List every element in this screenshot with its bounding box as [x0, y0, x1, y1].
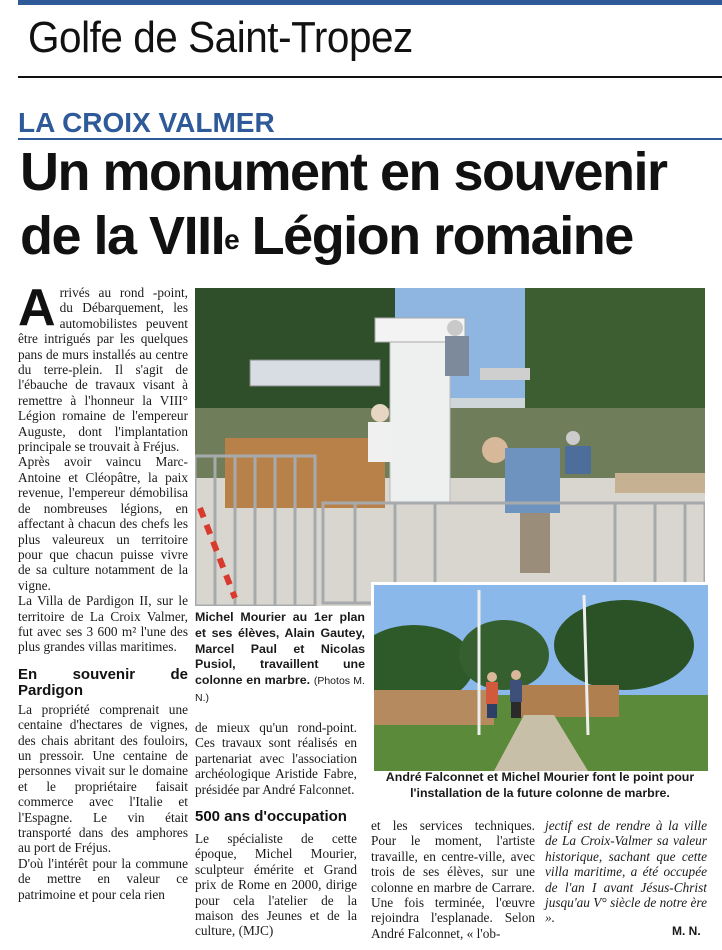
headline-line2b: Légion romaine: [238, 206, 633, 266]
headline: [20, 140, 720, 268]
section-rule: [18, 76, 722, 78]
photo-caption-inset: André Falconnet et Michel Mourier font le point pour l'installation de la future colonne de marbre.: [385, 770, 695, 800]
author-signature: M. N.: [672, 924, 701, 938]
main-photo-illustration: [195, 288, 705, 606]
section-title: Golfe de Saint-Tropez: [28, 13, 413, 62]
headline-line1: Un monument en souvenir: [20, 142, 667, 202]
top-color-bar: [18, 0, 722, 5]
subheading: En souvenir de Pardigon: [18, 665, 188, 699]
paragraph: Le spécialiste de cette époque, Michel Mourier, sculpteur émérite et Grand prix de Rome en 2000, dirige pour cela l'atelier de la maison des Jeunes et de la culture, (MJC): [195, 831, 357, 939]
article-column-4: jectif est de rendre à la ville de La Croix-Valmer sa valeur historique, sachant que cette villa maritime, a été occupée de l'an I avant Jésus-Christ jusqu'au V° siècle de notre ère ».: [545, 818, 707, 926]
inset-photo: [371, 582, 711, 774]
paragraph: La Villa de Pardigon II, sur le territoire de La Croix Valmer, fut avec ses 3 600 m² l'une des plus grandes villas maritimes.: [18, 593, 188, 655]
article-column-1: [18, 279, 188, 902]
kicker-location: LA CROIX VALMER: [18, 107, 275, 138]
photo-caption-main: [195, 610, 365, 707]
headline-line2a: de la VIII: [20, 206, 225, 266]
main-photo: [195, 288, 705, 606]
photo-credit: (Photos M. N.): [195, 675, 365, 704]
article-column-3: et les services techniques. Pour le moment, l'artiste travaille, en centre-ville, avec trois de ses élèves, sur une colonne en marbre de Carrare. Une fois terminée, l'œuvre rejoindra l'esplanade. Selon André Falconnet, « l'ob-: [371, 818, 535, 941]
paragraph: Après avoir vaincu Marc-Antoine et Cléopâtre, la paix revenue, l'empereur démobilisa de nombreuses légions, en affectant à chacun des chefs les plus valeureux un territoire pour que chacun puisse vivre de sa culture notamment de la vigne.: [18, 454, 188, 593]
caption-text: Michel Mourier au 1er plan et ses élèves, Alain Gautey, Marcel Paul et Nicolas Pusiol, travaillent une colonne en marbre.: [195, 610, 365, 688]
paragraph: de mieux qu'un rond-point. Ces travaux sont réalisés en partenariat avec l'association archéologique Aristide Fabre, présidée par André Falconnet.: [195, 720, 357, 797]
headline-sup: e: [224, 224, 239, 255]
inset-photo-illustration: [374, 585, 708, 771]
paragraph: La propriété comprenait une centaine d'hectares de vignes, des chais abritant des fouloirs, un pressoir. Une centaine de personnes vivait sur le domaine et le propriétaire faisait commerce avec l'Italie et l'Espagne. Le vin était transporté dans des amphores au port de Fréjus.: [18, 701, 188, 856]
subheading: 500 ans d'occupation: [195, 808, 347, 826]
paragraph: [18, 279, 188, 455]
article-column-2: [195, 720, 357, 939]
paragraph-text: rrivés au rond -point, du Débarquement, les automobilistes peuvent être intrigués par les quelques pans de murs installés au centre du terre-plein. Il s'agit de l'ébauche de travaux visant à remettre à l'honneur la VIII° Légion romaine de l'empereur Auguste, dont l'implantation principale se trouvait à Fréjus.: [18, 285, 188, 455]
paragraph: D'où l'intérêt pour la commune de mettre en valeur ce patrimoine et pour cela rien: [18, 855, 188, 902]
dropcap: A: [18, 279, 56, 337]
